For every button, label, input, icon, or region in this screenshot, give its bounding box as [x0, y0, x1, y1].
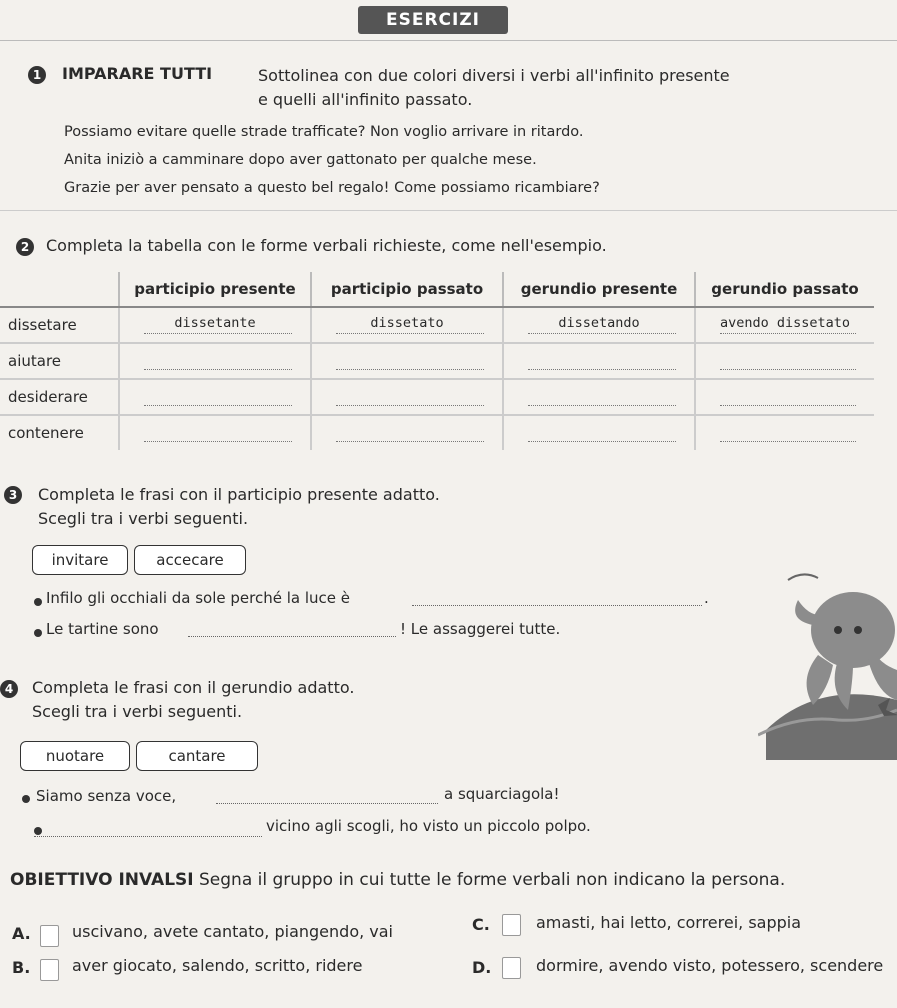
invalsi-title: OBIETTIVO INVALSI — [10, 870, 194, 890]
table-header-verb — [0, 272, 119, 307]
table-answer-cell[interactable] — [311, 307, 503, 343]
exercise-4-sentence-2-end: vicino agli scogli, ho visto un piccolo polpo. — [266, 817, 591, 835]
table-header-participio-presente: participio presente — [119, 272, 311, 307]
option-invitare: invitare — [32, 545, 128, 575]
answer-text: avendo dissetato — [719, 315, 851, 331]
exercise-4-number: 4 — [0, 680, 18, 698]
table-header-gerundio-presente: gerundio presente — [503, 272, 695, 307]
answer-b-checkbox[interactable] — [40, 959, 59, 981]
section-title-badge: ESERCIZI — [358, 6, 508, 34]
table-answer-cell[interactable] — [503, 307, 695, 343]
table-answer-cell[interactable] — [311, 379, 503, 415]
exercise-4-instruction-line1: Completa le frasi con il gerundio adatto. — [32, 678, 355, 697]
exercise-1-sentence-3: Grazie per aver pensato a questo bel regalo! Come possiamo ricambiare? — [64, 180, 600, 196]
exercise-1-sentence-2: Anita iniziò a camminare dopo aver gattonato per qualche mese. — [64, 152, 537, 168]
exercise-4-sentence-1-end: a squarciagola! — [444, 785, 560, 803]
exercise-1-number: 1 — [28, 66, 46, 84]
table-answer-cell[interactable] — [503, 415, 695, 450]
answer-c-text: amasti, hai letto, correrei, sappia — [536, 913, 802, 932]
option-cantare: cantare — [136, 741, 258, 771]
exercise-3-instruction-line2: Scegli tra i verbi seguenti. — [38, 509, 249, 528]
exercise-4-blank-1[interactable] — [216, 803, 438, 804]
answer-b-text: aver giocato, salendo, scritto, ridere — [72, 956, 363, 975]
answer-d-text: dormire, avendo visto, potessero, scendere — [536, 956, 884, 975]
table-answer-cell[interactable] — [311, 415, 503, 450]
table-verb-cell: desiderare — [0, 379, 119, 415]
exercise-3-blank-1[interactable] — [412, 605, 702, 606]
bullet — [22, 795, 30, 803]
table-answer-cell[interactable] — [311, 343, 503, 379]
exercise-4-instruction-line2: Scegli tra i verbi seguenti. — [32, 702, 243, 721]
invalsi-instruction: Segna il gruppo in cui tutte le forme verbali non indicano la persona. — [199, 870, 786, 890]
verb-forms-table — [0, 272, 874, 450]
table-answer-cell[interactable] — [503, 379, 695, 415]
option-accecare: accecare — [134, 545, 246, 575]
table-answer-cell[interactable] — [119, 307, 311, 343]
exercise-1-sentence-1: Possiamo evitare quelle strade trafficate? Non voglio arrivare in ritardo. — [64, 124, 584, 140]
exercise-2-instruction: Completa la tabella con le forme verbali richieste, come nell'esempio. — [46, 236, 607, 255]
table-row — [0, 379, 874, 415]
answer-text: dissetante — [174, 315, 256, 331]
table-row — [0, 307, 874, 343]
table-verb-cell: aiutare — [0, 343, 119, 379]
exercise-2-number: 2 — [16, 238, 34, 256]
table-answer-cell[interactable] — [119, 343, 311, 379]
exercise-3-sentence-2-end: ! Le assaggerei tutte. — [400, 620, 561, 638]
exercise-3-sentence-1-start: Infilo gli occhiali da sole perché la luce è — [46, 589, 351, 607]
bullet — [34, 827, 42, 835]
table-header-participio-passato: participio passato — [311, 272, 503, 307]
exercise-1-title: IMPARARE TUTTI — [62, 64, 213, 83]
answer-c-checkbox[interactable] — [502, 914, 521, 936]
divider — [0, 210, 897, 211]
table-answer-cell[interactable] — [695, 307, 874, 343]
exercise-1-instruction-line2: e quelli all'infinito passato. — [258, 90, 473, 109]
table-verb-cell: contenere — [0, 415, 119, 450]
answer-c-letter: C. — [472, 915, 490, 934]
table-answer-cell[interactable] — [119, 415, 311, 450]
exercise-3-sentence-1-end: . — [704, 589, 709, 607]
table-answer-cell[interactable] — [119, 379, 311, 415]
octopus-illustration — [758, 530, 897, 760]
table-answer-cell[interactable] — [695, 415, 874, 450]
answer-d-checkbox[interactable] — [502, 957, 521, 979]
answer-a-checkbox[interactable] — [40, 925, 59, 947]
header-divider — [0, 40, 897, 41]
table-row — [0, 415, 874, 450]
exercise-3-instruction-line1: Completa le frasi con il participio presente adatto. — [38, 485, 440, 504]
invalsi-heading — [10, 870, 785, 890]
answer-text: dissetato — [370, 315, 444, 331]
exercise-3-sentence-2-start: Le tartine sono — [46, 620, 159, 638]
table-row — [0, 343, 874, 379]
answer-d-letter: D. — [472, 958, 492, 977]
option-nuotare: nuotare — [20, 741, 130, 771]
table-answer-cell[interactable] — [695, 379, 874, 415]
table-verb-cell: dissetare — [0, 307, 119, 343]
answer-b-letter: B. — [12, 958, 31, 977]
bullet — [34, 629, 42, 637]
table-answer-cell[interactable] — [695, 343, 874, 379]
answer-a-letter: A. — [12, 924, 31, 943]
table-answer-cell[interactable] — [503, 343, 695, 379]
answer-a-text: uscivano, avete cantato, piangendo, vai — [72, 922, 393, 941]
exercise-4-sentence-1-start: Siamo senza voce, — [36, 787, 177, 805]
exercise-3-blank-2[interactable] — [188, 636, 396, 637]
exercise-1-instruction-line1: Sottolinea con due colori diversi i verbi all'infinito presente — [258, 66, 730, 85]
exercise-4-blank-2[interactable] — [34, 836, 262, 837]
bullet — [34, 598, 42, 606]
table-header-gerundio-passato: gerundio passato — [695, 272, 874, 307]
exercise-3-number: 3 — [4, 486, 22, 504]
answer-text: dissetando — [558, 315, 640, 331]
